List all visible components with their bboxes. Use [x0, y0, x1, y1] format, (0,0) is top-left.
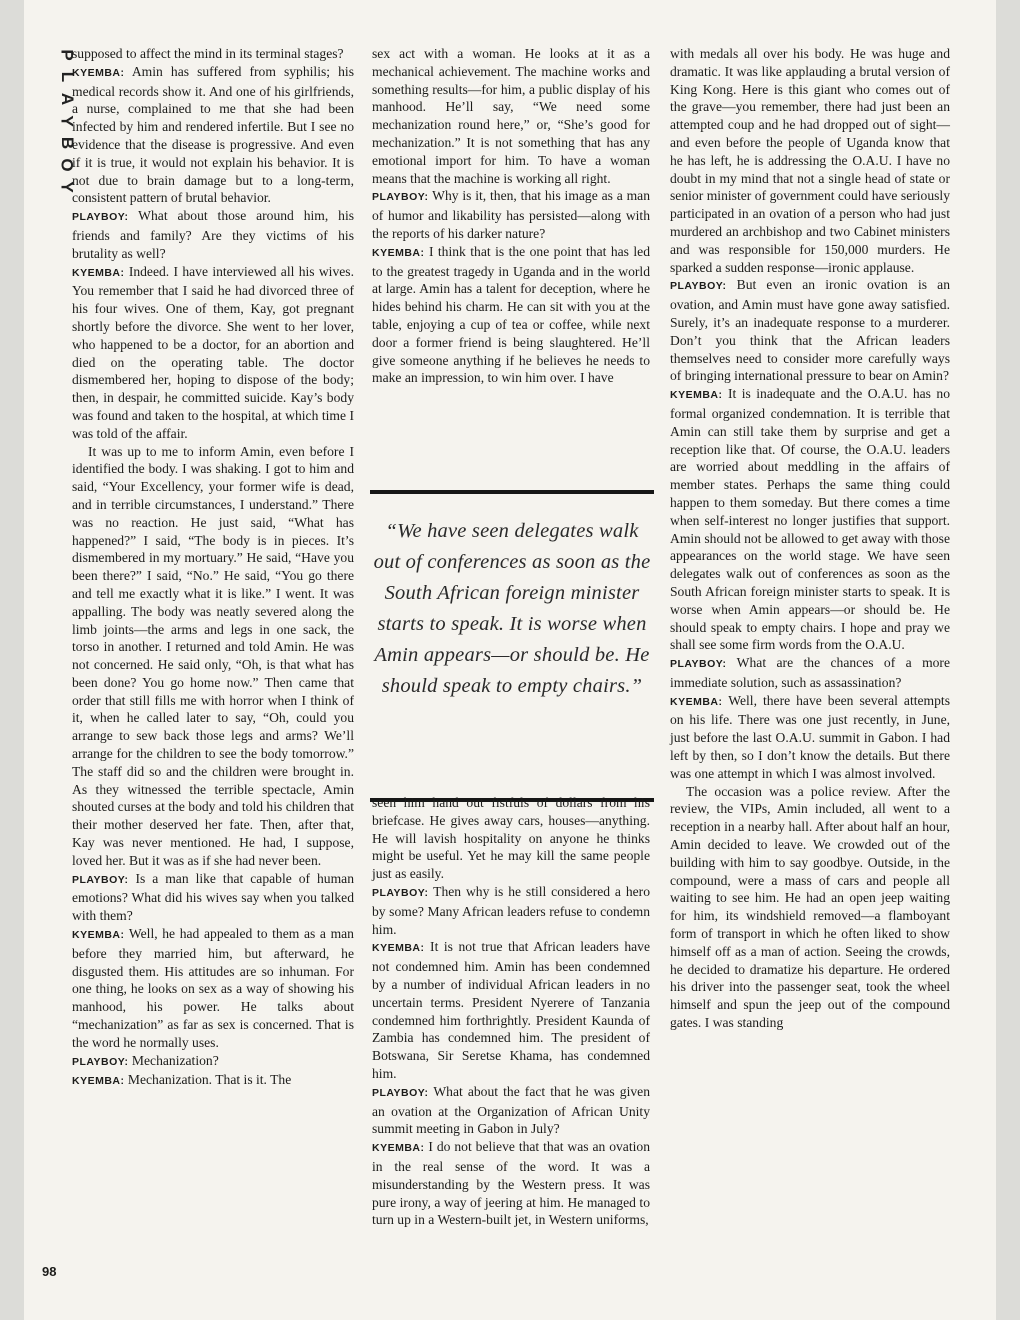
speaker-label: KYEMBA:: [372, 1142, 425, 1155]
speaker-label: KYEMBA:: [72, 1075, 125, 1088]
column-2-top: [372, 45, 650, 387]
paragraph: [72, 207, 354, 262]
paragraph: [670, 45, 950, 276]
paragraph: [372, 243, 650, 387]
paragraph-text: supposed to affect the mind in its terminal stages?: [72, 46, 344, 61]
masthead-letter: Y: [58, 115, 77, 127]
paragraph-text: What are the chances of a more immediate solution, such as assassination?: [670, 655, 950, 690]
speaker-label: PLAYBOY:: [670, 658, 727, 671]
paragraph: [670, 276, 950, 385]
paragraph: [670, 385, 950, 654]
masthead-letter: P: [58, 49, 77, 61]
column-1: [72, 45, 354, 1091]
paragraph-text: Mechanization?: [131, 1052, 219, 1068]
paragraph: [372, 883, 650, 938]
paragraph-text: seen him hand out fistfuls of dollars from his briefcase. He gives away cars, houses—anything. He will lavish hospitality on anyone he thinks might be useful. Yet he may kill the same people just as easily.: [372, 795, 650, 882]
speaker-label: PLAYBOY:: [72, 1055, 129, 1068]
paragraph: [72, 263, 354, 443]
paragraph: [670, 692, 950, 783]
paragraph-text: Well, there have been several attempts on his life. There was one just recently, in June, just before the last O.A.U. summit in Gabon. I had left by then, so I don’t know the details. But there was one attempt in which I was almost involved.: [670, 692, 950, 781]
speaker-label: KYEMBA:: [372, 246, 425, 259]
speaker-label: PLAYBOY:: [670, 280, 727, 293]
magazine-page: [24, 0, 996, 1320]
paragraph: [72, 1071, 354, 1091]
paragraph-text: I do not believe that that was an ovation in the real sense of the word. It was a misunderstanding by the Western press. It was pure irony, a way of jeering at him. He managed to turn up in a Western-built jet, in Western uniforms,: [372, 1139, 650, 1228]
pull-quote-box: [370, 490, 654, 802]
masthead-letter: Y: [58, 181, 77, 193]
paragraph-text: Amin has suffered from syphilis; his medical records show it. And one of his girlfriends, a nurse, complained to me that she had been infected by him and rendered infertile. But I see no evidence that the disease is progressive. And even if it is true, it would not explain his behavior. It is not due to brain damage but to a long-term, consistent pattern of brutal behavior.: [72, 63, 354, 206]
paragraph: [372, 45, 650, 187]
speaker-label: KYEMBA:: [72, 929, 125, 942]
speaker-label: KYEMBA:: [372, 942, 425, 955]
paragraph-text: It is not true that African leaders have not condemned him. Amin has been condemned by a number of individual African leaders in no uncertain terms. President Nyerere of Tanzania condemned him forthrightly. President Kaunda of Zambia has condemned him. The president of Botswana, Sir Seretse Khama, has condemned him.: [372, 939, 650, 1081]
speaker-label: KYEMBA:: [72, 66, 125, 79]
paragraph: [670, 783, 950, 1032]
speaker-label: PLAYBOY:: [372, 191, 429, 204]
masthead-letter: O: [57, 158, 77, 172]
speaker-label: PLAYBOY:: [372, 886, 429, 899]
speaker-label: KYEMBA:: [72, 266, 125, 279]
paragraph-text: But even an ironic ovation is an ovation, and Amin must have gone away satisfied. Surely, it’s an inadequate response to a murderer. Don’t you think that the African leaders themselves need to consider more carefully ways of bringing international pressure to bear on Amin?: [670, 277, 950, 384]
paragraph: [72, 925, 354, 1052]
paragraph: [372, 794, 650, 883]
paragraph: [372, 938, 650, 1082]
paragraph: [72, 45, 354, 63]
paragraph-text: It is inadequate and the O.A.U. has no formal organized condemnation. It is terrible that Amin can still take them by surprise and get a reception like that. Of course, the O.A.U. leaders are worried about meddling in the affairs of member states. Perhaps the same thing could happen to them someday. But there comes a time when self-interest no longer justifies that support. Amin should not be allowed to get away with those appearances on the world stage. We have seen delegates walk out of conferences as soon as the South African foreign minister starts to speak. It is worse when Amin appears—or should be. He should speak to empty chairs. I hope and pray we shall see some firm words from the O.A.U.: [670, 386, 950, 653]
masthead-letter: B: [58, 136, 77, 150]
paragraph-text: What about those around him, his friends and family? Are they victims of his brutality as well?: [72, 208, 355, 261]
paragraph: [372, 1138, 650, 1229]
pull-quote-top-rule: [370, 490, 654, 494]
paragraph-text: Why is it, then, that his image as a man of humor and likability has persisted—along with the reports of his darker nature?: [372, 188, 651, 241]
speaker-label: KYEMBA:: [670, 389, 723, 402]
paragraph: [372, 187, 650, 242]
paragraph: [372, 1083, 650, 1138]
speaker-label: PLAYBOY:: [72, 873, 129, 886]
paragraph-text: The occasion was a police review. After the review, the VIPs, Amin included, all went to a reception in a nearby hall. After about half an hour, Amin decided to leave. We crowded out of the building with him to say goodbye. Outside, in the compound, were a mass of cars and people all waiting to see him. He had an open jeep waiting for him, its windshield removed—a flamboyant form of transport in which he often liked to show himself off as a man of action. Seeing the crowds, he decided to dramatize his departure. He ordered his driver into the passenger seat, took the wheel himself and spun the jeep out of the compound gates. I was standing: [670, 783, 950, 1031]
paragraph: [72, 63, 354, 207]
paragraph: [670, 654, 950, 692]
page-number: 98: [42, 1264, 57, 1279]
pull-quote-text: “We have seen delegates walk out of conferences as soon as the South African foreign minister starts to speak. It is worse when Amin appears—or should be. He should speak to empty chairs.”: [373, 520, 651, 697]
column-2-bottom: [372, 794, 650, 1229]
paragraph-text: sex act with a woman. He looks at it as a mechanical achievement. The machine works and something results—for him, a public display of his manhood. He’ll say, “We need some mechanization round here,” or, “She’s good for mechanization.” It is not something that has any emotional import for him. To have a woman means that the machine is working all right.: [372, 46, 650, 186]
paragraph-text: It was up to me to inform Amin, even before I identified the body. I was shaking. I got to him and said, “Your Excellency, your former wife is dead, and in terrible circumstances, I understand.” There was no reaction. He just said, “What has happened?” I said, “The body is in pieces. It’s dismembered in my mortuary.” He said, “Have you been there?” I said, “No.” He said, “You go there and tell me exactly what it is like.” I went. It was appalling. The body was neatly severed along the limb joints—the arms and legs in one sack, the torso in another. I returned and told Amin. He was not concerned. He said only, “Oh, is that what has been done? You go home now.” Then came that order that still fills me with horror when I think of it, when he called later to say, “Oh, could you arrange to sew back those legs and arms? We’ll arrange for the children to see the body tomorrow.” The staff did so and the children were brought in. As they witnessed the terrible spectacle, Amin shouted curses at the body and told his children that their mother deserved her fate. Then, after that, Kay was never mentioned. He had, I suppose, loved her. But it was as if she had never been.: [72, 443, 355, 868]
paragraph-text: with medals all over his body. He was huge and dramatic. It was like applauding a brutal version of King Kong. Here is this giant who comes out of the grave—you remember, there had just been an attempted coup and he had dropped out of sight—and even before the people of Uganda know that he has left, he is addressing the O.A.U. I have no doubt in my mind that not a single head of state or senior minister of government could have seriously participated in an ovation of a person who had just murdered an archbishop and two Cabinet ministers and was responsible for 150,000 murders. He sparked a sudden response—ironic applause.: [670, 46, 950, 275]
paragraph: [72, 443, 354, 870]
paragraph-text: Mechanization. That is it. The: [127, 1072, 292, 1088]
masthead-letter: A: [58, 92, 77, 106]
paragraph: [72, 870, 354, 925]
speaker-label: PLAYBOY:: [372, 1086, 429, 1099]
paragraph-text: Then why is he still considered a hero by some? Many African leaders refuse to condemn him.: [372, 883, 651, 937]
paragraph-text: What about the fact that he was given an ovation at the Organization of African Unity summit meeting in Gabon in July?: [372, 1083, 650, 1137]
paragraph-text: Is a man like that capable of human emotions? What did his wives say when you talked with them?: [72, 870, 354, 924]
speaker-label: PLAYBOY:: [72, 211, 129, 224]
paragraph-text: Well, he had appealed to them as a man before they married him, but afterward, he disgusted them. His attitudes are so inhuman. For one thing, he looks on sex as a way of showing his manhood, his power. He talks about “mechanization” as far as sex is concerned. That is the word he normally uses.: [72, 926, 354, 1050]
speaker-label: KYEMBA:: [670, 695, 723, 708]
paragraph-text: Indeed. I have interviewed all his wives. You remember that I said he had divorced three of his four wives. One of them, Kay, got pregnant shortly before the divorce. She went to her lover, who happened to be a doctor, for an abortion and died on the operating table. The doctor dismembered her, hoping to dispose of the body; then, in despair, he committed suicide. Kay’s body was found and taken to the hospital, at which time I was told of the affair.: [72, 263, 354, 441]
column-3: [670, 45, 950, 1032]
paragraph: [72, 1052, 354, 1072]
paragraph-text: I think that is the one point that has led to the greatest tragedy in Uganda and in the world at large. Amin has a talent for deception, where he hides behind his charm. He can sit with you at the table, enjoying a cup of tea or coffee, while next door a former friend is being slaughtered. He’ll give someone anything if he believes he needs to make an impression, to win him over. I have: [372, 243, 650, 386]
masthead-letter: L: [57, 71, 77, 83]
